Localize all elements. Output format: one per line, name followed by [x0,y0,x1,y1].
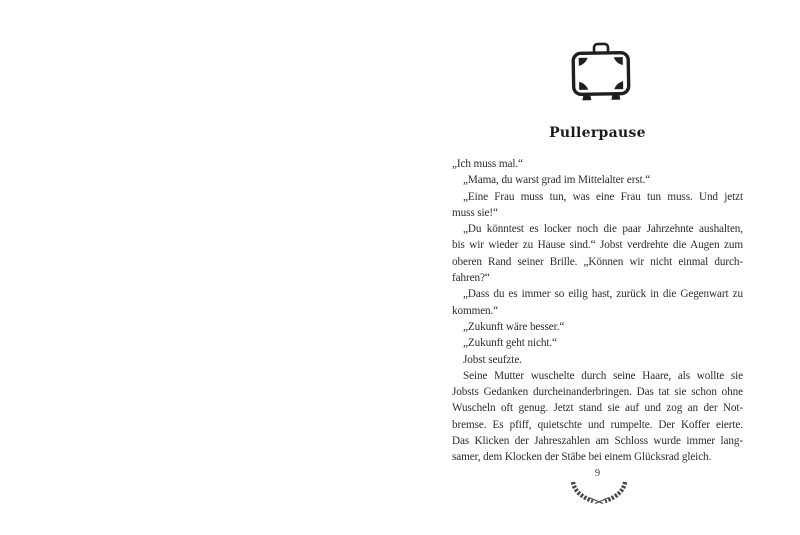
chapter-page [400,0,800,535]
laurel-wreath-ornament [570,480,628,504]
page-number: 9 [594,468,601,479]
text-line: Jobsts Gedanken durcheinanderbringen. Das tat sie schon ohne [452,386,743,399]
text-line: „Du könntest es locker noch die paar Jahrzehnte aushalten, [463,223,743,236]
text-line: bremse. Es pfiff, quietschte und rumpelte. Der Koffer eierte. [452,418,743,431]
text-line: samer, dem Klocken der Stäbe bei einem Glücksrad gleich. [452,451,712,464]
text-line: bis wir wieder zu Hause sind.“ Jobst verdrehte die Augen zum [452,239,743,252]
text-line: Jobst seufzte. [463,353,522,366]
text-line: Das Klicken der Jahreszahlen am Schloss wurde immer lang- [452,435,743,448]
text-line: „Eine Frau muss tun, was eine Frau tun muss. Und jetzt [463,190,743,203]
body-text [452,156,743,466]
text-line: „Ich muss mal.“ [452,158,523,170]
text-line: „Mama, du warst grad im Mittelalter erst.“ [463,174,651,187]
suitcase-icon [569,40,633,104]
text-line: Wuscheln oft genug. Jetzt stand sie auf und zog an der Not- [452,402,743,415]
text-line: oberen Rand seiner Brille. „Können wir nicht einmal durch- [452,255,743,268]
text-line: muss sie!“ [452,206,498,219]
text-line: „Dass du es immer so eilig hast, zurück in die Gegenwart zu [463,288,743,301]
text-line: „Zukunft geht nicht.“ [463,337,557,350]
text-line: fahren?“ [452,272,490,285]
chapter-title: Pullerpause [549,125,646,141]
text-line: „Zukunft wäre besser.“ [463,320,565,333]
text-line: kommen.“ [452,304,499,317]
text-line: Seine Mutter wuschelte durch seine Haare, als wollte sie [463,369,743,382]
